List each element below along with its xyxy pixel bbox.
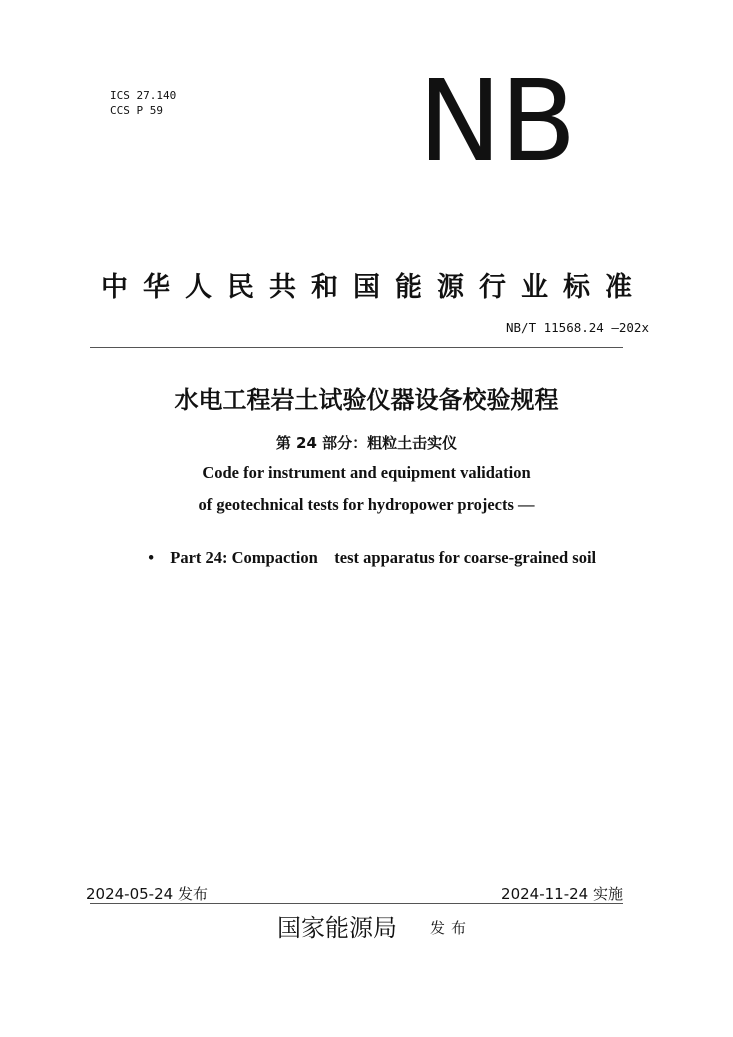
publish-date: 2024-05-24 发布 <box>86 885 208 903</box>
english-title-part: Part 24: Compaction test apparatus for coarse-grained soil <box>170 548 597 567</box>
nb-logo: NB <box>418 57 575 187</box>
english-title-line-3 <box>140 528 596 568</box>
standard-number: NB/T 11568.24 —202x <box>506 320 649 335</box>
document-subtitle: 第 24 部分：粗粒土击实仪 <box>275 434 458 452</box>
issuing-authority: 国家能源局 <box>277 914 397 942</box>
ccs-code: CCS P 59 <box>110 104 163 117</box>
ics-code: ICS 27.140 <box>110 89 177 102</box>
document-title: 水电工程岩土试验仪器设备校验规程 <box>174 386 559 414</box>
classification-codes <box>110 88 176 118</box>
top-divider <box>90 347 623 348</box>
org-title: 中华人民共和国能源行业标准 <box>101 272 647 303</box>
bottom-divider <box>90 903 623 904</box>
english-title-line-1: Code for instrument and equipment validation <box>202 463 531 482</box>
issue-label: 发布 <box>430 919 473 937</box>
bullet-icon: • <box>148 548 155 567</box>
implement-date: 2024-11-24 实施 <box>501 885 623 903</box>
english-title-line-2: of geotechnical tests for hydropower projects — <box>198 495 535 514</box>
